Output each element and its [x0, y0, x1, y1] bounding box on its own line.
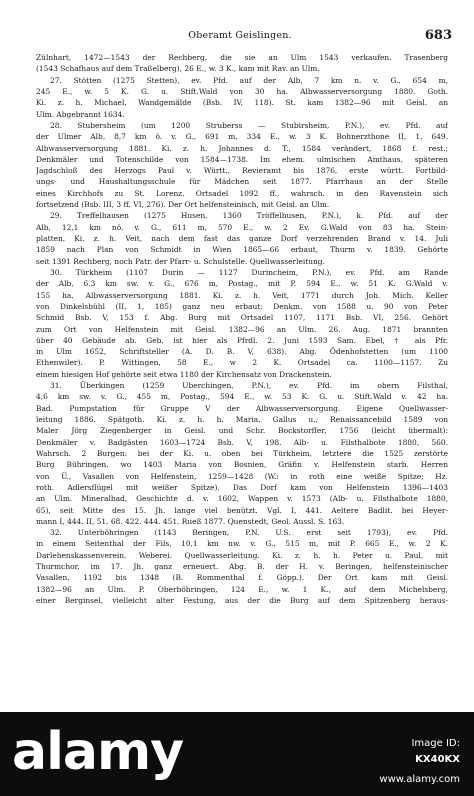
text-line: leitung 1886. Spätgoth. Ki. z. h. h. Maria, Gallus u.; Renaissancebild 1589 von	[36, 415, 448, 424]
running-header	[0, 30, 474, 46]
text-line: fortsetzend (Bsb. III, 3 ff. VI, 276). Der Ort helfensteinisch, mit Geisl. an Ulm.	[36, 200, 330, 210]
text-line: einer Berginsel, vielleicht alter Festung, aus der die Burg auf dem Spitzenberg heraus-	[36, 596, 448, 605]
text-line: in Ulm 1652, Schriftsteller (A. D. B. V, 638). Abg. Ödenhofstetten (um 1100	[36, 347, 448, 357]
text-line: Jagdschloß des Herzogs Paul v. Württ., Revieramt bis 1876, erste württ. Fortbild-	[36, 166, 448, 176]
text-line: 30. Türkheim (1107 Durin — 1127 Durincheim, P.N.), ev. Pfd. am Rande	[50, 267, 448, 277]
text-line: mann I, 444. II, 51. 68. 422. 444. 451. Rueß 1877. Quenstedt, Geol. Aussl. S. 163.	[36, 516, 345, 526]
text-line: der Alb, 6,3 km sw. v. G., 676 m, Postag., mit P. 594 E., w. 51 K. G.Wald v.	[36, 279, 448, 289]
text-line: eines Kirchhofs zu St. Lorenz. Ortsadel 1092 ff., wahrsch. in den Ravenstein sich	[36, 188, 448, 198]
text-line: von Ü., Vasallen von Helfenstein, 1259—1428 (W.: in roth eine weiße Spitze; Hz.	[36, 471, 448, 481]
body-text	[36, 52, 448, 606]
text-line: 31. Überkingen (1259 Uberchingen, P.N.), ev. Pfd. im obern Filsthal,	[50, 381, 448, 391]
text-line: von Dinkelsbühl (II, 1, 185) ganz neu erbaut; Denkm. von 1588 u. 90 von Peter	[36, 301, 448, 311]
text-line: Ulm. Abgebrannt 1634.	[36, 109, 125, 119]
text-line: platten. Ki. z. h. Veit, nach dem fast das ganze Dorf verzehrenden Brand v. 14. Juli	[36, 234, 448, 243]
text-line: der Ulmer Alb, 8,7 km ö. v. G., 691 m, 334 E., w. 3 K. Bohnerzthone II, 1, 649.	[36, 132, 448, 142]
text-line: 65), seit Mitte des 15. Jh. lange viel benützt. Vgl. I, 441. Aeltere Badlit. bei Heyer-	[36, 505, 448, 515]
text-line: roth. Adlersflügel mit weißer Spitze). Das Dorf kam von Helfenstein 1396—1403	[36, 482, 448, 492]
text-line: an Ulm. Mineralbad, Geschichte d. v. 1602, Wappen v. 1573 (Alb- u. Filsthalbote 1880,	[36, 494, 448, 504]
text-line: 1859 nach Plan von Schmidt in Wien 1865—66 erbaut, Thurm v. 1839. Gehörte	[36, 245, 448, 255]
text-line: 1382—96 an Ulm. P. Oberböhringen, 124 E., w. 1 K., auf dem Michelsberg,	[36, 584, 448, 594]
text-line: 4,6 km sw. v. G., 455 m, Postag., 594 E., w. 53 K. G. u. Stift.Wald v. 42 ha.	[36, 392, 448, 402]
header-title: Oberamt Geislingen.	[188, 30, 292, 41]
text-line: 155 ha. Albwasserversorgung 1881. Ki. z. h. Veit, 1771 durch Joh. Mich. Keller	[36, 290, 448, 300]
text-line: Wahrsch. 2 Burgen: bei der Ki. u. oben bei Türkheim, letztere die 1525 zerstörte	[36, 448, 448, 458]
watermark-banner	[0, 712, 474, 796]
text-line: (1543 Schafhaus auf dem Traßelberg), 26 E., w. 3 K., kam mit Rav. an Ulm.	[36, 64, 320, 74]
text-line: Burg Bühringen, wo 1403 Maria von Bosnien, Gräfin v. Helfenstein starb. Herren	[36, 460, 448, 470]
text-line: zum Ort von Helfenstein mit Geisl. 1382—96 an Ulm. 26. Aug. 1871 brannten	[36, 324, 448, 334]
text-line: ungs- und Haushaltungsschule für Mädchen seit 1877. Pfarrhaus an der Stelle	[36, 177, 448, 187]
text-line: Denkmäler und Totenschilde von 1584—1738. Im ehem. ulmischen Amthaus, späteren	[36, 154, 448, 164]
alamy-url: www.alamy.com	[379, 774, 460, 785]
text-line: in einem Seitenthal der Fils, 10,1 km nw. v. G., 515 m, mit P. 665 E., w. 2 K.	[36, 539, 448, 549]
text-line: Ki. z. h. Michael, Wandgemälde (Bsb. IV, 118). St. kam 1382—96 mit Geisl. an	[36, 98, 448, 108]
text-line: über 40 Gebäude ab. Geb. ist hier als Pfrdl. 2. Juni 1593 Sam. Ebel, † als Pfr.	[36, 335, 448, 345]
text-line: Albwasserversorgung 1881. Ki. z. h. Johannes d. T., 1584 verändert, 1868 f. rest.;	[36, 143, 448, 153]
text-line: 27. Stötten (1275 Stetten), ev. Pfd. auf der Alb, 7 km n. v. G., 654 m,	[50, 75, 448, 85]
image-id-value: KX40KX	[415, 754, 460, 765]
image-id-label: Image ID:	[411, 738, 460, 749]
page-number: 683	[424, 28, 452, 43]
text-line: Alb, 12,1 km nö. v. G., 611 m, 570 E., w. 2 Ev. G.Wald von 83 ha. Stein-	[36, 222, 448, 232]
image-id-block	[411, 736, 460, 768]
text-line: einem hiesigen Hof gehörte seit etwa 1180 der Kirchensatz von Drackenstein.	[36, 369, 332, 379]
text-line: 32. Unterböhringen (1143 Beringen, P.N. U.S. erst seit 1793), ev. Pfd.	[50, 528, 448, 538]
text-line: Maler Jörg Ziegenberger in Geisl. und Schr. Bockstorffer, 1756 (leicht übermalt):	[36, 426, 448, 436]
alamy-logo: alamy	[12, 722, 184, 782]
text-line: 245 E., w. 5 K. G. u. Stift.Wald von 30 ha. Albwasserversorgung 1880. Goth.	[36, 86, 448, 96]
text-line: Thurmchor, im 17. Jh. ganz erneuert. Abg. B. der H. v. Beringen, helfensteinischer	[36, 562, 448, 572]
text-line: Zülnhart, 1472—1543 der Rechberg, die sie an Ulm 1543 verkaufen. Trasenberg	[36, 53, 448, 62]
text-line: Denkmäler v. Badgästen 1603—1724 Bsb. V, 198. Alb- u. Filsthalbote 1880, 560.	[36, 437, 448, 447]
text-line: seit 1391 Rechberg, noch Patr. der Pfarr- u. Schulstelle. Quellwasserleitung.	[36, 256, 325, 266]
text-line: Darlehenskassenverein. Weberei. Quellwasserleitung. Ki. z. h. h. Peter u. Paul, mit	[36, 550, 448, 560]
text-line: Bad. Pumpstation für Gruppe V der Albwasserversorgung. Eigene Quellwasser-	[36, 403, 448, 413]
text-line: Schmid Bsb. V, 153 f. Abg. Burg mit Ortsadel 1107, 1171 Bsb. VI, 256. Gehört	[36, 313, 448, 323]
text-line: Ethenwiler). P. Wittingen, 58 E., w 2 K. Ortsadel ca. 1100—1157. Zu	[36, 358, 448, 368]
text-line: 28. Stubersheim (um 1200 Struberss — Stubirsheim, P.N.), ev. Pfd. auf	[50, 120, 448, 130]
text-line: Vasallen, 1192 bis 1348 (B. Rommenthal f. Göpp.). Der Ort kam mit Geisl.	[36, 573, 448, 583]
text-line: 29. Treffelhausen (1275 Husen, 1360 Tröffelhusen, P.N.), k. Pfd. auf der	[50, 211, 448, 221]
